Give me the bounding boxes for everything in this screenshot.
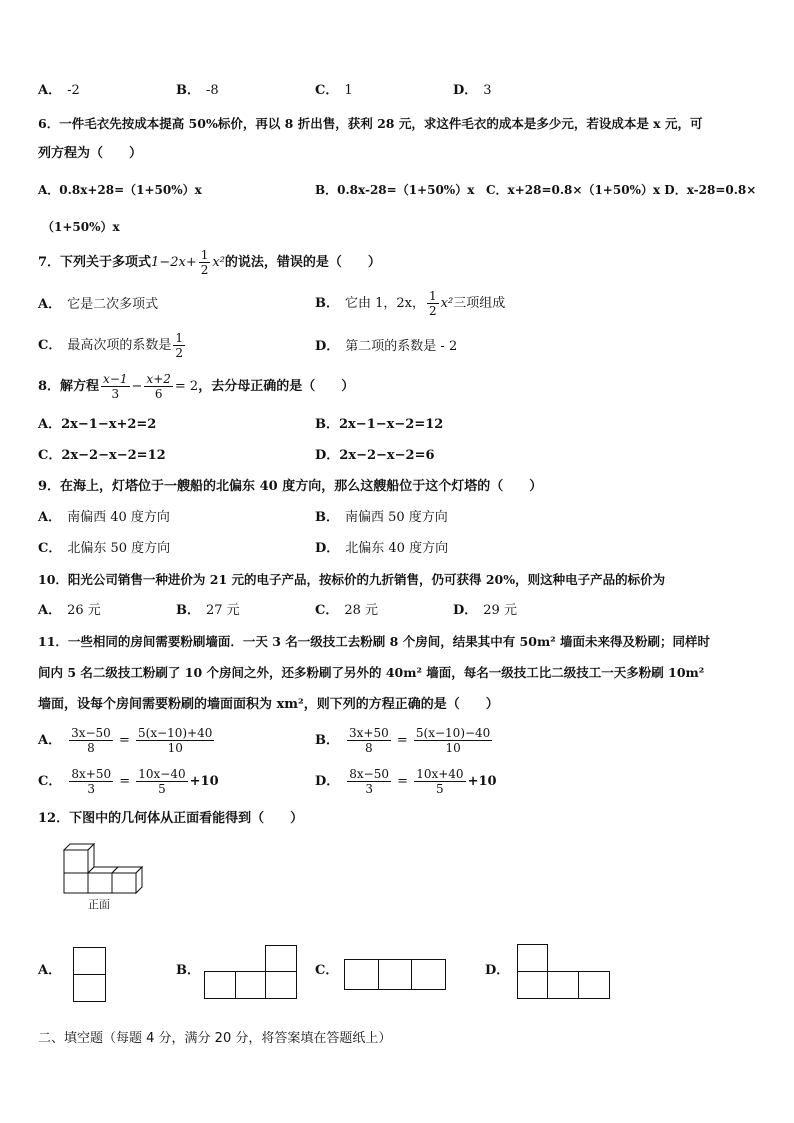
fraction-denominator: 5 [158, 782, 166, 796]
option-text: 第二项的系数是 - 2 [345, 339, 458, 354]
option-text: 2x−2−x−2=12 [61, 448, 166, 463]
fraction-numerator: 3x+50 [349, 726, 389, 740]
q12-d-square [517, 971, 548, 999]
option-text: 它是二次多项式 [67, 297, 159, 312]
option-text: 南偏西 40 度方向 [67, 510, 170, 525]
option-text: 最高次项的系数是 [67, 338, 172, 353]
q12-stem: 12．下图中的几何体从正面看能得到（ ） [38, 811, 304, 826]
q9-option-b: B． 南偏西 50 度方向 [315, 510, 448, 525]
q7-poly-b: x² [212, 255, 225, 270]
q5-option-b [176, 82, 219, 100]
fraction-denominator: 10 [445, 741, 461, 755]
option-text: 28 元 [344, 603, 379, 618]
fraction-denominator: 3 [365, 782, 373, 796]
q11-d-left-fraction [347, 767, 391, 796]
fraction-denominator: 2 [429, 304, 437, 318]
q8-option-c: C．2x−2−x−2=12 [38, 448, 166, 463]
q11-b-left-fraction [347, 726, 391, 755]
option-text: -2 [67, 83, 80, 98]
cube-front-face [112, 873, 136, 893]
fraction-numerator: 10x+40 [416, 767, 464, 781]
fraction-numerator: 5(x−10)+40 [138, 726, 213, 740]
q6-stem-line2: 列方程为（ ） [38, 146, 143, 161]
cube-front-face [64, 850, 88, 873]
fraction-numerator: x−1 [103, 372, 128, 386]
fraction-numerator: x+2 [146, 372, 171, 386]
q7-option-c: C． 最高次项的系数是 $\frac{1}{2}$ [38, 331, 184, 360]
q11-option-d: D． $\frac{8x-50}{3}$ = $\frac{10x+40}{5}$ +10 [315, 767, 497, 796]
fraction-numerator: 5(x−10)−40 [415, 726, 491, 740]
q12-a-square [73, 947, 106, 975]
option-text: -8 [206, 83, 219, 98]
section-heading-fill-in: 二、填空题（每题 4 分，满分 20 分，将答案填在答题纸上） [38, 1031, 392, 1046]
q12-d-square [578, 971, 610, 999]
q7-option-a: A． 它是二次多项式 [38, 297, 159, 312]
q7-stem [38, 244, 381, 282]
q7-prefix: 7．下列关于多项式 [38, 255, 152, 270]
q12-option-d-label [485, 962, 515, 980]
q11-b-right-fraction [414, 726, 492, 755]
q7-option-d: D． 第二项的系数是 - 2 [315, 339, 458, 354]
q7-suffix: 的说法，错误的是（ ） [224, 255, 381, 270]
q11-c-tail: +10 [189, 774, 219, 789]
q11-d-tail: +10 [467, 774, 497, 789]
option-text: 2x−1−x+2=2 [61, 417, 157, 432]
q12-option-c-label [315, 962, 344, 980]
fraction-numerator: 1 [175, 331, 184, 345]
fraction-numerator: 3x−50 [71, 726, 111, 740]
option-text: 北偏东 50 度方向 [67, 541, 171, 556]
option-text: 2x−1−x−2=12 [339, 417, 444, 432]
q5-option-a [38, 82, 80, 100]
q6-option-d-cont: （1+50%）x [42, 220, 120, 234]
fraction-numerator: 1 [429, 289, 437, 303]
q8-fraction-2 [144, 372, 172, 401]
q12-d-square [517, 944, 548, 972]
q7-option-b-x2: x² [440, 296, 454, 311]
q5-option-c [315, 82, 353, 100]
option-text: 29 元 [483, 603, 517, 618]
q6-option-cd: C．x+28=0.8×（1+50%）x D．x-28=0.8× [486, 183, 757, 197]
q12-c-square [411, 959, 446, 990]
q8-equals: = 2 [174, 379, 199, 394]
option-text: 27 元 [206, 603, 240, 618]
fraction-denominator: 3 [111, 387, 120, 401]
q8-minus: − [131, 379, 143, 394]
option-text: 2x−2−x−2=6 [339, 448, 435, 463]
option-text: 26 元 [67, 603, 101, 618]
q8-option-d: D．2x−2−x−2=6 [315, 448, 435, 463]
q12-a-square [73, 974, 106, 1002]
q11-stem-line1: 11．一些相同的房间需要粉刷墙面．一天 3 名一级技工去粉刷 8 个房间，结果其中有 50m² 墙面未来得及粉刷；同样时 [38, 634, 710, 649]
option-text: 1 [344, 83, 353, 98]
q11-a-right-fraction [136, 726, 214, 755]
option-label: D． [453, 83, 478, 98]
fraction-denominator: 2 [200, 263, 209, 277]
q8-prefix: 8．解方程 [38, 379, 100, 394]
option-text: 南偏西 50 度方向 [345, 510, 448, 525]
q12-b-square [265, 971, 297, 999]
q9-option-d: D． 北偏东 40 度方向 [315, 541, 449, 556]
q10-option-a: A． 26 元 [38, 603, 101, 618]
option-label: A． [38, 963, 62, 978]
q7-option-c-fraction [173, 331, 185, 360]
q10-option-d: D． 29 元 [453, 603, 517, 618]
q11-c-right-fraction [136, 767, 187, 796]
fraction-numerator: 1 [200, 248, 209, 262]
q7-poly-a: 1−2x+ [151, 255, 197, 270]
q6-option-a: A．0.8x+28=（1+50%）x [38, 183, 202, 197]
cube-front-face [64, 873, 88, 893]
fraction-denominator: 2 [175, 346, 184, 360]
fraction-numerator: 8x−50 [349, 767, 390, 781]
q6-option-b: B．0.8x-28=（1+50%）x [315, 183, 475, 197]
option-label: C． [315, 83, 339, 98]
q7-option-b-fraction [427, 289, 439, 318]
q12-option-b-label [176, 962, 206, 980]
option-text: 它由 1，2x， [345, 296, 426, 311]
option-label: D． [485, 963, 510, 978]
q8-option-a: A．2x−1−x+2=2 [38, 417, 157, 432]
fraction-denominator: 10 [167, 741, 183, 755]
q10-option-c: C． 28 元 [315, 603, 379, 618]
option-label: B． [176, 83, 200, 98]
option-text: 北偏东 40 度方向 [345, 541, 449, 556]
front-view-label: 正面 [88, 898, 110, 911]
q6-stem-line1: 6．一件毛衣先按成本提高 50%标价，再以 8 折出售，获利 28 元，求这件毛衣的成本是多少元，若设成本是 x 元，可 [38, 116, 703, 131]
q11-stem-line2: 间内 5 名二级技工粉刷了 10 个房间之外，还多粉刷了另外的 40m² 墙面，每名一级技工比二级技工一天多粉刷 10m² [38, 665, 705, 680]
q12-b-square [235, 971, 266, 999]
q9-option-a: A． 南偏西 40 度方向 [38, 510, 170, 525]
q11-a-left-fraction [69, 726, 113, 755]
q12-solid-figure [58, 843, 154, 895]
q11-c-left-fraction [69, 767, 113, 796]
q12-b-square [265, 945, 297, 972]
fraction-denominator: 5 [436, 782, 444, 796]
fraction-numerator: 8x+50 [71, 767, 112, 781]
q7-option-b: B． 它由 1，2x， $\frac{1}{2}$ x²三项组成 [315, 289, 506, 318]
q11-option-a: A． $\frac{3x-50}{8}$ = $\frac{5(x-10)+40}{10}$ [38, 726, 213, 755]
q8-option-b: B．2x−1−x−2=12 [315, 417, 444, 432]
option-label: B． [176, 963, 200, 978]
fraction-numerator: 10x−40 [138, 767, 186, 781]
fraction-denominator: 8 [87, 741, 95, 755]
q10-option-b: B． 27 元 [176, 603, 240, 618]
q5-option-d [453, 82, 492, 100]
q12-option-a-label [38, 962, 67, 980]
q9-stem: 9．在海上，灯塔位于一艘船的北偏东 40 度方向，那么这艘船位于这个灯塔的（ ） [38, 479, 543, 494]
option-text: 3 [483, 83, 492, 98]
q11-option-c: C． $\frac{8x+50}{3}$ = $\frac{10x-40}{5}$ +10 [38, 767, 219, 796]
option-text-suffix: 三项组成 [453, 296, 506, 311]
q12-c-square [378, 959, 412, 990]
q8-suffix: ，去分母正确的是（ ） [198, 379, 355, 394]
cube-front-face [88, 873, 112, 893]
q12-b-square [204, 971, 236, 999]
q10-stem: 10．阳光公司销售一种进价为 21 元的电子产品，按标价的九折销售，仍可获得 20%，则这种电子产品的标价为 [38, 572, 666, 587]
option-label: A． [38, 83, 62, 98]
q11-d-right-fraction [414, 767, 465, 796]
q8-fraction-1 [101, 372, 129, 401]
q12-d-square [547, 971, 579, 999]
q11-option-b: B． $\frac{3x+50}{8}$ = $\frac{5(x-10)-40}{10}$ [315, 726, 491, 755]
fraction-denominator: 3 [87, 782, 96, 796]
q9-option-c: C． 北偏东 50 度方向 [38, 541, 171, 556]
q12-c-square [344, 959, 379, 990]
fraction-denominator: 8 [365, 741, 373, 755]
fraction-denominator: 6 [154, 387, 163, 401]
q11-stem-line3: 墙面，设每个房间需要粉刷的墙面面积为 xm²，则下列的方程正确的是（ ） [38, 697, 499, 712]
q7-poly-fraction [199, 248, 211, 277]
option-label: C． [315, 963, 339, 978]
q8-stem [38, 368, 354, 406]
